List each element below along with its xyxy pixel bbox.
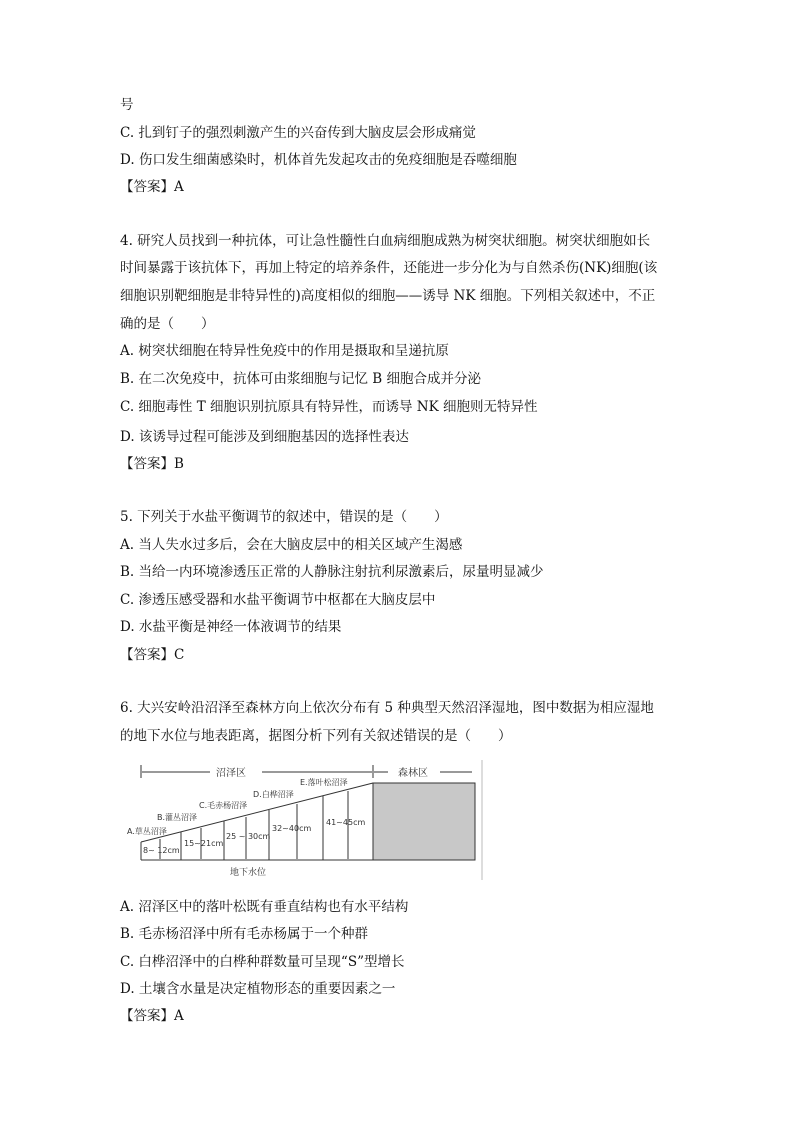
text-line: 号 [120,97,134,113]
depth-label: 32~40cm [272,824,312,833]
answer-line: 【答案】A [120,1008,184,1024]
text-line: B. 当给一内环境渗透压正常的人静脉注射抗利尿激素后，尿量明显减少 [120,564,544,580]
type-label: D.白桦沼泽 [253,790,294,799]
text-line: 细胞识别靶细胞是非特异性的)高度相似的细胞——诱导 NK 细胞。下列相关叙述中，不正 [120,288,656,304]
text-line: B. 在二次免疫中，抗体可由浆细胞与记忆 B 细胞合成并分泌 [120,371,482,387]
text-line: D. 土壤含水量是决定植物形态的重要因素之一 [120,981,396,997]
text-line: 的地下水位与地表距离，据图分析下列有关叙述错误的是（ ） [120,728,512,744]
swamp-label: 沼泽区 [216,768,246,779]
text-line: D. 水盐平衡是神经一体液调节的结果 [120,619,342,635]
depth-label: 25 ~ 30cm [226,832,271,841]
depth-label: 15~21cm [184,839,224,848]
text-line: C. 细胞毒性 T 细胞识别抗原具有特异性，而诱导 NK 细胞则无特异性 [120,399,538,415]
depth-label: 41~45cm [326,818,366,827]
type-label: B.灌丛沼泽 [157,813,198,822]
text-line: C. 白桦沼泽中的白桦种群数量可呈现“S”型增长 [120,954,405,970]
type-label: A.草丛沼泽 [127,827,167,836]
text-line: B. 毛赤杨沼泽中所有毛赤杨属于一个种群 [120,926,369,942]
text-line: 时间暴露于该抗体下，再加上特定的培养条件，还能进一步分化为与自然杀伤(NK)细胞(该 [120,260,658,276]
depth-label: 8~ 12cm [143,846,180,855]
text-line: 6. 大兴安岭沿沼泽至森林方向上依次分布有 5 种典型天然沼泽湿地，图中数据为相应湿地 [120,700,654,716]
text-line: A. 当人失水过多后，会在大脑皮层中的相关区域产生渴感 [120,537,463,553]
type-label: E.落叶松沼泽 [300,778,348,787]
forest-label: 森林区 [398,768,428,779]
text-line: 4. 研究人员找到一种抗体，可让急性髓性白血病细胞成熟为树突状细胞。树突状细胞如长 [120,233,651,249]
text-line: D. 伤口发生细菌感染时，机体首先发起攻击的免疫细胞是吞噬细胞 [120,152,517,168]
text-line: A. 沼泽区中的落叶松既有垂直结构也有水平结构 [120,899,409,915]
answer-line: 【答案】C [120,647,185,663]
type-label: C.毛赤杨沼泽 [199,801,248,810]
text-line: 5. 下列关于水盐平衡调节的叙述中，错误的是（ ） [120,509,448,525]
answer-line: 【答案】A [120,179,184,195]
text-line: D. 该诱导过程可能涉及到细胞基因的选择性表达 [120,429,409,445]
text-line: A. 树突状细胞在特异性免疫中的作用是摄取和呈递抗原 [120,343,449,359]
text-line: C. 扎到钉子的强烈刺激产生的兴奋传到大脑皮层会形成痛觉 [120,125,476,141]
groundwater-label: 地下水位 [230,868,267,878]
text-line: 确的是（ ） [120,316,215,332]
text-line: C. 渗透压感受器和水盐平衡调节中枢都在大脑皮层中 [120,592,436,608]
answer-line: 【答案】B [120,456,184,472]
forest-area [373,783,475,860]
